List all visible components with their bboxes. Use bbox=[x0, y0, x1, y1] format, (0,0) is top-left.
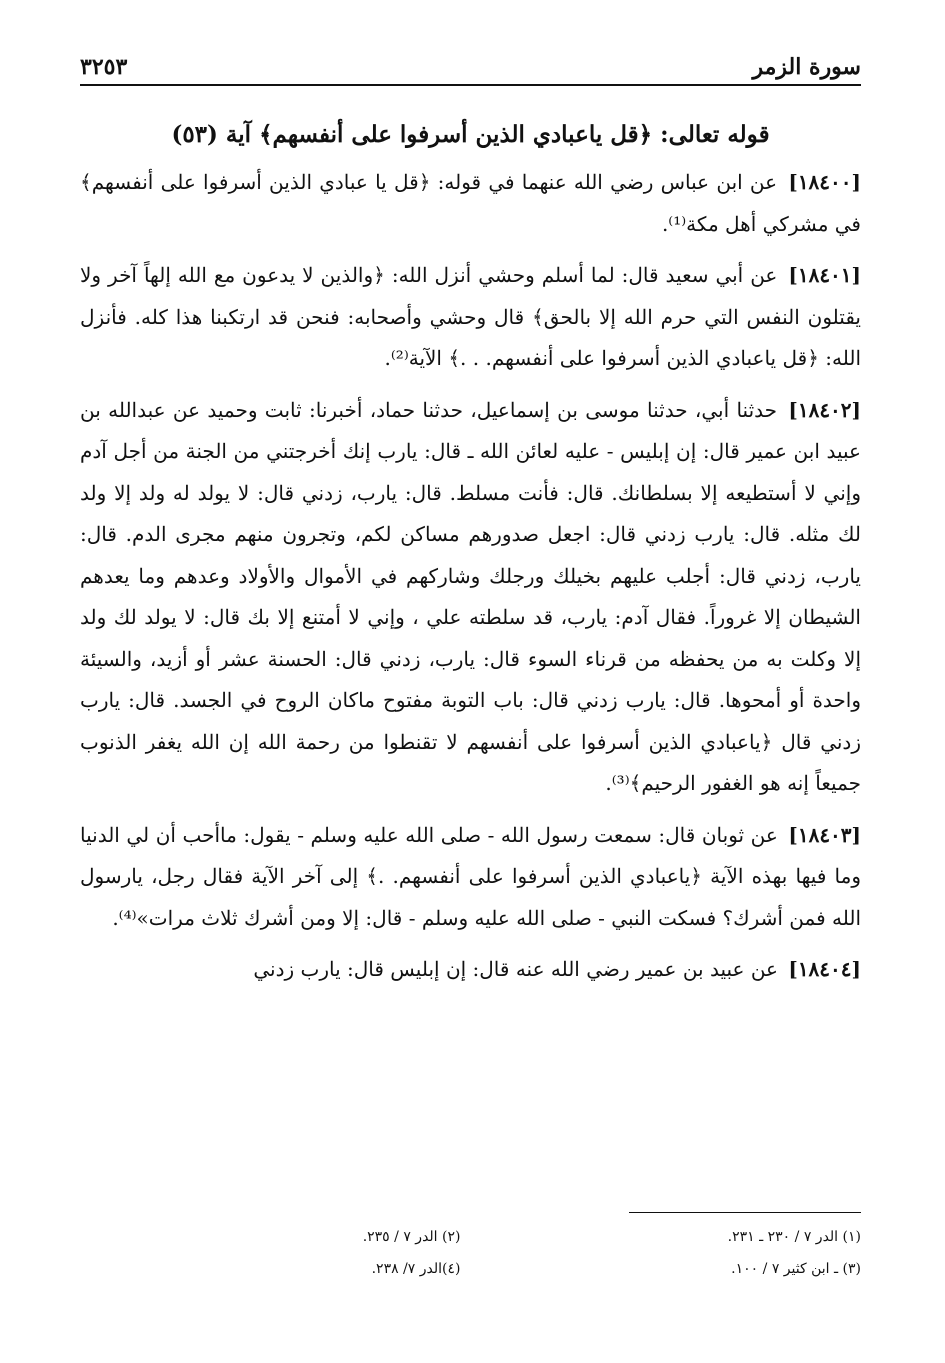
page-number: ٣٢٥٣ bbox=[80, 54, 128, 80]
footnote-2: (٢) الدر ٧ / ٢٣٥. bbox=[362, 1229, 461, 1245]
hadith-text: عن ثوبان قال: سمعت رسول الله - صلى الله عليه وسلم - يقول: ماأحب أن لي الدنيا وما فيها بهذه الآية ﴿ياعبادي الذين أسرفوا على أنفسهم. .﴾ إلى آخر الآية فقال رجل، يارسول الله فمن أشرك؟ فسكت النبي - صلى الله عليه وسلم - قال: إلا ومن أشرك ثلاث مرات»⁽⁴⁾. bbox=[80, 822, 861, 930]
hadith-number: [١٨٤٠٣] bbox=[788, 822, 861, 847]
footnote-3: (٣) ـ ابن كثير ٧ / ١٠٠. bbox=[731, 1261, 861, 1277]
hadith-number: [١٨٤٠٠] bbox=[788, 170, 861, 194]
hadith-number: [١٨٤٠٤] bbox=[788, 957, 861, 981]
hadith-text: عن أبي سعيد قال: لما أسلم وحشي أنزل الله: ﴿والذين لا يدعون مع الله إلهاً آخر ولا يقتلون النفس التي حرم الله إلا بالحق﴾ قال وحشي وأصحابه: فنحن قد ارتكبنا هذا كله. فأنزل الله: ﴿قل ياعبادي الذين أسرفوا على أنفسهم. . .﴾ الآية⁽²⁾. bbox=[80, 263, 861, 370]
footnote-list bbox=[80, 1227, 861, 1279]
body-text bbox=[80, 104, 861, 1204]
footnotes bbox=[80, 1212, 861, 1292]
hadith-18401 bbox=[80, 255, 861, 380]
surah-name: سورة الزمر bbox=[752, 54, 861, 80]
hadith-text: حدثنا أبي، حدثنا موسى بن إسماعيل، حدثنا حماد، أخبرنا: ثابت وحميد عن عبدالله بن عبيد ابن عمير قال: إن إبليس - عليه لعائن الله ـ قال: يارب إنك أخرجتني من الجنة من أجل آدم وإني لا أستطيعه إلا بسلطانك. قال: فأنت مسلط. قال: يارب، زدني قال: لا يولد له ولد إلا ولد لك مثله. قال: يارب زدني قال: اجعل صدورهم مساكن لكم، وتجرون منهم مجرى الدم. قال: يارب، زدني قال: أجلب عليهم بخيلك ورجلك وشاركهم في الأموال والأولاد وعدهم وما يعدهم الشيطان إلا غروراً. فقال آدم: يارب، قد سلطته علي ، وإني لا أمتنع إلا بك قال: لا يولد لك ولد إلا وكلت به من يحفظه من قرناء السوء قال: يارب، زدني قال: الحسنة عشر أو أزيد، والسيئة واحدة أو أمحوها. قال: يارب زدني قال: باب التوبة مفتوح ماكان الروح في الجسد. قال: يارب زدني قال ﴿ياعبادي الذين أسرفوا على أنفسهم لا تقنطوا من رحمة الله إن الله يغفر الذنوب جميعاً إنه هو الغفور الرحيم﴾⁽³⁾. bbox=[80, 397, 861, 795]
footnote-divider bbox=[629, 1212, 861, 1213]
hadith-18402 bbox=[80, 390, 861, 805]
footnote-1: (١) الدر ٧ / ٢٣٠ ـ ٢٣١. bbox=[727, 1229, 861, 1245]
hadith-18404 bbox=[80, 949, 861, 991]
hadith-text: عن ابن عباس رضي الله عنهما في قوله: ﴿قل يا عبادي الذين أسرفوا على أنفسهم﴾ في مشركي أهل مكة⁽¹⁾. bbox=[80, 170, 861, 236]
hadith-18403 bbox=[80, 815, 861, 940]
hadith-text: عن عبيد بن عمير رضي الله عنه قال: إن إبليس قال: يارب زدني bbox=[253, 957, 778, 981]
running-header bbox=[80, 42, 861, 86]
hadith-18400 bbox=[80, 162, 861, 245]
footnote-4: (٤)الدر ٧/ ٢٣٨. bbox=[371, 1261, 461, 1277]
hadith-number: [١٨٤٠٢] bbox=[788, 397, 861, 422]
hadith-number: [١٨٤٠١] bbox=[788, 263, 861, 287]
section-heading: قوله تعالى: ﴿قل ياعبادي الذين أسرفوا على أنفسهم﴾ آية (٥٣) bbox=[171, 121, 770, 148]
